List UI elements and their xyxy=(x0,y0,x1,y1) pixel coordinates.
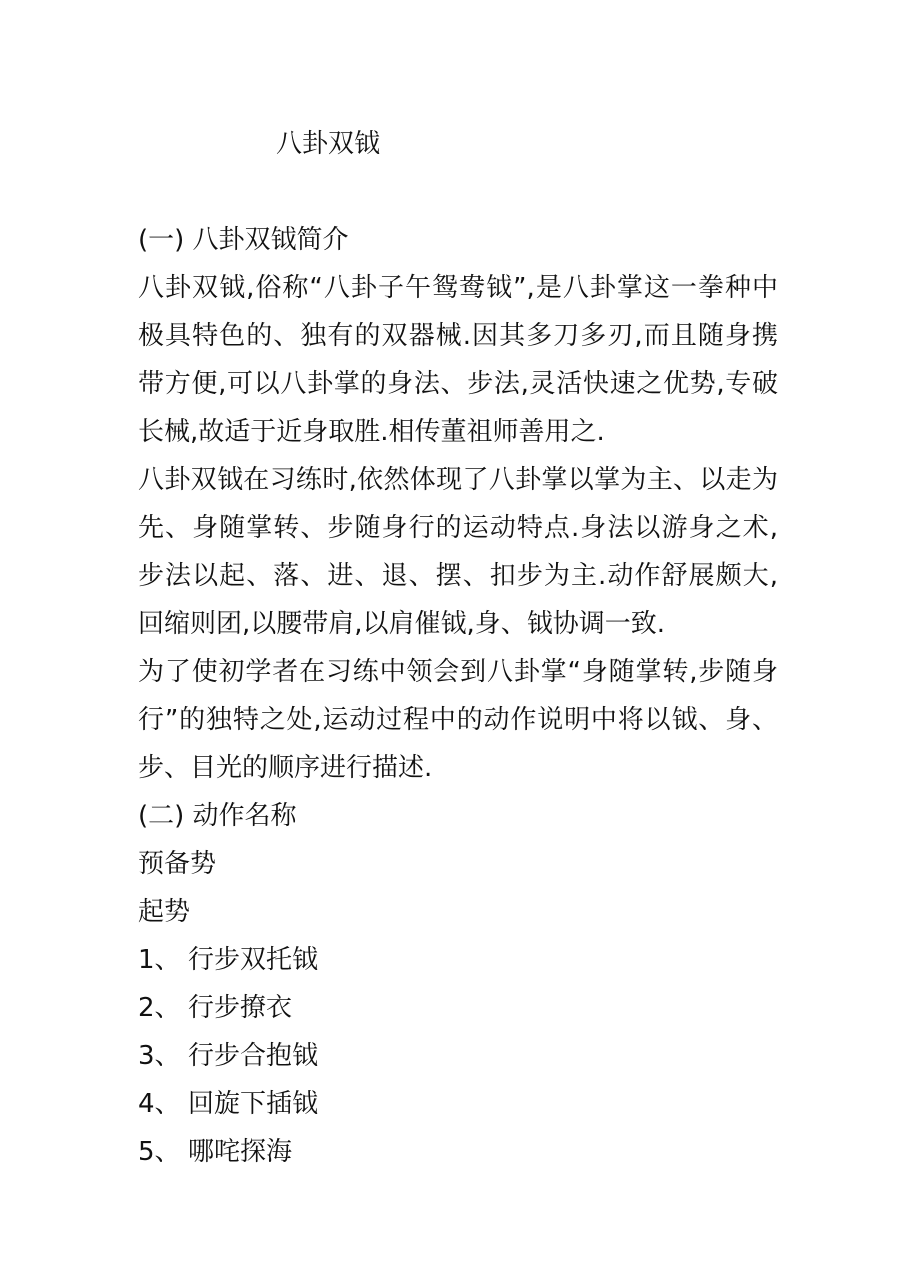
list-item-number: 3、 xyxy=(138,1041,181,1071)
list-item-starting-form: 起势 xyxy=(138,897,191,927)
list-item-label: 哪咤探海 xyxy=(188,1137,293,1167)
list-item-preparation: 预备势 xyxy=(138,849,217,879)
document-title: 八卦双钺 xyxy=(276,129,381,159)
list-item-label: 行步撩衣 xyxy=(188,993,293,1023)
list-item-number: 2、 xyxy=(138,993,181,1023)
list-item xyxy=(138,1128,778,1176)
numbered-move-list xyxy=(138,936,778,1176)
list-item xyxy=(138,984,778,1032)
paragraph-intro-1: 八卦双钺,俗称“八卦子午鸳鸯钺”,是八卦掌这一拳种中极具特色的、独有的双器械.因其多刀多刃,而且随身携带方便,可以八卦掌的身法、步法,灵活快速之优势,专破长械,故适于近身取胜.相传董祖师善用之. xyxy=(138,273,778,447)
list-item-number: 5、 xyxy=(138,1137,181,1167)
list-item-label: 行步合抱钺 xyxy=(188,1041,319,1071)
paragraph-intro-3: 为了使初学者在习练中领会到八卦掌“身随掌转,步随身行”的独特之处,运动过程中的动作说明中将以钺、身、步、目光的顺序进行描述. xyxy=(138,657,778,783)
document-body xyxy=(138,216,778,1176)
list-item-label: 回旋下插钺 xyxy=(188,1089,319,1119)
paragraph-intro-2: 八卦双钺在习练时,依然体现了八卦掌以掌为主、以走为先、身随掌转、步随身行的运动特点.身法以游身之术,步法以起、落、进、退、摆、扣步为主.动作舒展颇大,回缩则团,以腰带肩,以肩催钺,身、钺协调一致. xyxy=(138,465,778,639)
section-heading-move-names: (二) 动作名称 xyxy=(138,801,297,831)
list-item xyxy=(138,936,778,984)
list-item-number: 1、 xyxy=(138,945,181,975)
list-item-number: 4、 xyxy=(138,1089,181,1119)
list-item xyxy=(138,1080,778,1128)
list-item-label: 行步双托钺 xyxy=(188,945,319,975)
list-item xyxy=(138,1032,778,1080)
section-heading-intro: (一) 八卦双钺简介 xyxy=(138,225,349,255)
